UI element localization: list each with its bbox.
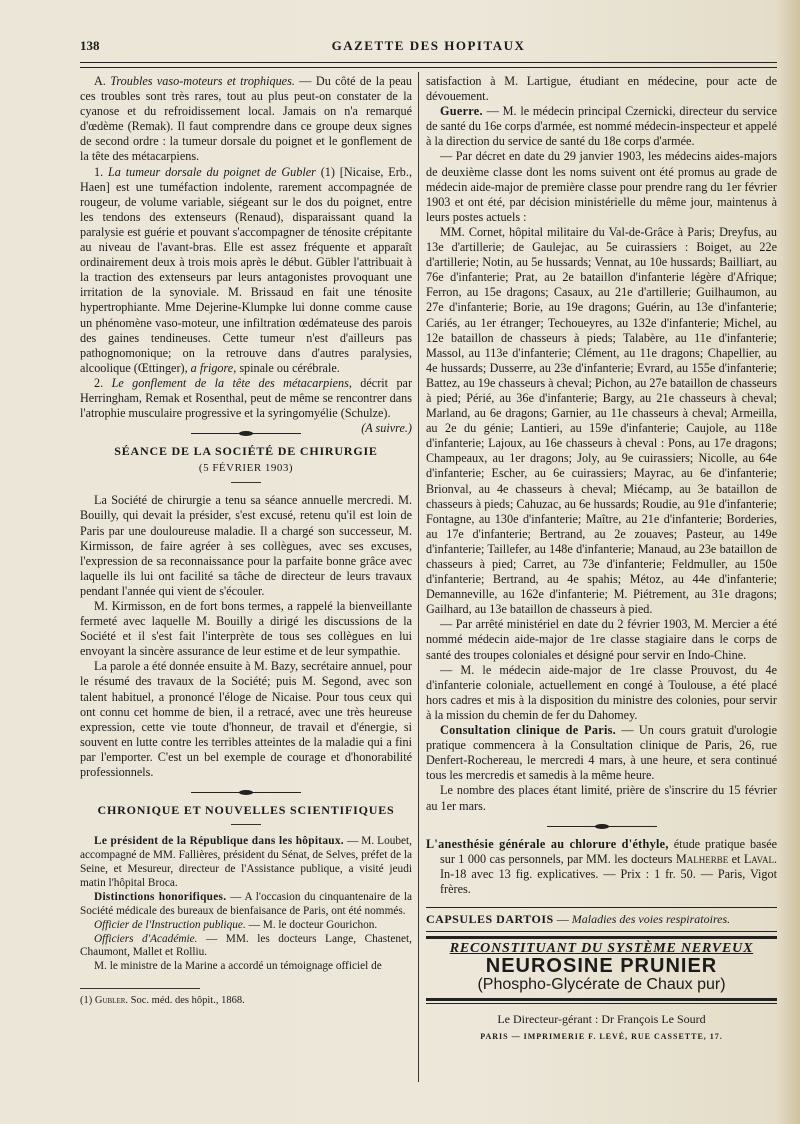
- decret-paragraph: — Par décret en date du 29 janvier 1903, les médecins aides-majors de deuxième classe dont les noms suivent ont été promus au grade de médecin aide-major de première classe pour prendre rang du 1er février 1903 et ont été, par décision ministérielle du même jour, maintenus à leurs postes actuels :: [426, 149, 777, 224]
- paragraph-tumeur: 1. La tumeur dorsale du poignet de Gubler (1) [Nicaise, Erb., Haen] est une tuméfaction indolente, rarement accompagnée de rougeur, de volume variable, siégeant sur le dos du poignet, entre les tendons des extenseurs (Renaud), disparaissant quand la paralysie est guérie et pouvant s'accompagner de ténosite crépitante au niveau de l'avant-bras. Elle est assez fréquente et apparaît ordinairement deux à trois mois après le début. Gübler l'attribuait à la traction des extenseurs par leurs antagonistes provoquant une irritation de la synoviale. M. Brissaud en fait une ténosite hypertrophiante. Mme Dejerine-Klumpke lui donne comme cause un phénomène vaso-moteur, une infiltration œdémateuse des parois des gaines tendineuses. Cette tumeur n'est d'ailleurs pas pathognomonique; on la retrouve dans d'autres paralysies, alcoolique (Œttinger), a frigore, spinale ou cérébrale.: [80, 164, 412, 375]
- president-heading: Le président de la République dans les hôpitaux.: [94, 835, 344, 848]
- right-column: [426, 74, 777, 1044]
- troubles-title: Troubles vaso-moteurs et trophiques.: [110, 74, 295, 88]
- guerre-paragraph: Guerre. — M. le médecin principal Czernicki, directeur du service de santé du 16e corps d'armée, est nommé médecin-inspecteur et appelé à la direction du service de santé du 18e corps d'armée.: [426, 104, 778, 149]
- officier-paragraph: Officier de l'Instruction publique. — M. le docteur Gourichon.: [94, 918, 378, 931]
- section-ornament: [547, 824, 657, 829]
- neurosine-brand: NEUROSINE PRUNIER: [485, 955, 718, 978]
- journal-title: GAZETTE DES HOPITAUX: [331, 38, 526, 53]
- seance-paragraph-3: La parole a été donnée ensuite à M. Bazy, secrétaire annuel, pour le résumé des travaux de la Société; puis M. Segond, avec son talent habituel, a prononcé l'éloge de Nicaise. Pour tous ceux qui ont connu cet homme de bien, il a retracé, avec une très heureuse expression, cette vie toute d'honneur, de travail et d'énergie, si souvent en lutte contre les terribles atteintes de la maladie qui a fini par l'emporter. C'est un bel exemple de courage et d'honorabilité professionnels.: [80, 659, 412, 780]
- arrete-paragraph: — Par arrêté ministériel en date du 2 février 1903, M. Mercier a été nommé médecin aide-major de 1re classe stagiaire dans le corps de santé des troupes coloniales et désigné pour servir en Indo-Chine.: [426, 617, 777, 662]
- ad-rule: [426, 1003, 777, 1004]
- distinctions-paragraph: Distinctions honorifiques. — A l'occasion du cinquantenaire de la Société médicale des bureaux de bienfaisance de Paris, ont été nommés.: [80, 890, 412, 917]
- section-ornament: [191, 431, 301, 436]
- satisfaction-paragraph: satisfaction à M. Lartigue, étudiant en médecine, pour acte de dévouement.: [426, 74, 777, 104]
- page-header: [80, 36, 777, 58]
- seance-date: (5 FÉVRIER 1903): [198, 462, 294, 475]
- paragraph-gonflement: 2. Le gonflement de la tête des métacarpiens, décrit par Herringham, Remak et Rosenthal, peut de même se rencontrer dans l'atrophie musculaire progressive et la syringomyélie (Schulze). (A suivre.): [80, 375, 413, 436]
- nombre-paragraph: Le nombre des places étant limité, prière de s'inscrire du 15 février au 1er mars.: [426, 783, 777, 813]
- paragraph-troubles: A. Troubles vaso-moteurs et trophiques. — Du côté de la peau ces troubles sont très rares, tout au plus peut-on constater de la cyanose et du refroidissement local. Jamais on n'a remarqué d'œdème (Remak). Il faut comprendre dans ce groupe deux signes de second ordre : la tumeur dorsale du poignet et le gonflement de la tête des métacarpiens.: [80, 74, 412, 164]
- page-number: 138: [80, 38, 100, 53]
- column-divider: [418, 72, 419, 1082]
- tumeur-title: La tumeur dorsale du poignet de Gubler: [108, 164, 316, 179]
- consultation-paragraph: Consultation clinique de Paris. — Un cours gratuit d'urologie pratique commencera à la Consultation clinique de Paris, 26, rue Denfert-Rochereau, le mercredi 4 mars, à une heure, et sera continué tous les mercredis et samedis à la même heure.: [426, 723, 777, 783]
- seance-heading: SÉANCE DE LA SOCIÉTÉ DE CHIRURGIE: [114, 444, 378, 459]
- ad-rule: [426, 998, 777, 1001]
- officiers-paragraph: Officiers d'Académie. — MM. les docteurs Lange, Chastenet, Chaumont, Mallet et Rolliu.: [80, 932, 412, 959]
- consultation-heading: Consultation clinique de Paris.: [440, 723, 617, 738]
- footnote-rule: [80, 988, 200, 989]
- ad-rule: [426, 936, 777, 939]
- footnote: (1) Gubler. Soc. méd. des hôpit., 1868.: [80, 995, 245, 1007]
- seance-paragraph-1: La Société de chirurgie a tenu sa séance annuelle mercredi. M. Bouilly, qui devait la présider, s'est excusé, retenu qu'il est loin de Paris par une douloureuse maladie. Il a chargé son successeur, M. Kirmisson, de faire agréer à ses collègues, avec ses excuses, l'expression de sa reconnaissance pour la parfaite bonne grâce avec laquelle ils lui ont facilité sa tâche de directeur de leurs travaux pendant l'année qui vient de s'écouler.: [80, 493, 412, 598]
- capsules-ad: CAPSULES DARTOIS — Maladies des voies respiratoires.: [426, 907, 777, 932]
- short-rule: [231, 482, 261, 483]
- left-column: [80, 74, 412, 1008]
- printer-line: PARIS — IMPRIMERIE F. LEVÉ, RUE CASSETTE, 17.: [480, 1032, 723, 1042]
- phospho-line: (Phospho-Glycérate de Chaux pur): [477, 976, 726, 994]
- president-paragraph: Le président de la République dans les hôpitaux. — M. Loubet, accompagné de MM. Fallières, président du Sénat, de Selves, préfet de la Seine, et Mesureur, directeur de l'Assistance publique, a visité jeudi matin l'hôpital Broca.: [80, 835, 413, 889]
- chronique-heading: CHRONIQUE ET NOUVELLES SCIENTIFIQUES: [97, 803, 395, 818]
- a-suivre: (A suivre.): [361, 421, 412, 436]
- distinctions-heading: Distinctions honorifiques.: [94, 890, 227, 903]
- prouvost-paragraph: — M. le médecin aide-major de 1re classe Prouvost, du 4e d'infanterie coloniale, actuellement en congé à Toulouse, a été placé hors cadres et mis à la disposition du ministre des colonies, pour servir à la mission du chemin de fer du Dahomey.: [426, 662, 777, 722]
- capsules-name: CAPSULES DARTOIS: [426, 911, 554, 926]
- header-rule: [80, 62, 777, 68]
- directeur-gerant: Le Directeur-gérant : Dr François Le Sourd: [497, 1012, 706, 1027]
- reconstituant-ad-line: RECONSTITUANT DU SYSTÈME NERVEUX: [449, 941, 754, 957]
- anesthesie-heading: L'anesthésie générale au chlorure d'éthyle,: [426, 836, 669, 851]
- gonflement-title: Le gonflement de la tête des métacarpiens: [111, 375, 349, 390]
- names-paragraph: MM. Cornet, hôpital militaire du Val-de-Grâce à Paris; Dreyfus, au 13e d'artillerie; de Gaulejac, au 5e cuirassiers : Boiget, au 22e d'artillerie; Notin, au 5e hussards; Vennat, au 10e hussards; Bailliart, au 76e d'infanterie; Prat, au 2e bataillon d'infanterie légère d'Afrique; Ferron, au 15e dragons; Casaux, au 21e d'artillerie; Guilhaumon, au 27e d'infanterie; Borie, au 19e dragons; Guérin, au 13e d'infanterie; Cariés, au 1er étranger; Techoueyres, au 132e d'infanterie; Michel, au 12e bataillon de chasseurs à pieds; Talabère, au 11e d'infanterie; Massol, au 113e d'infanterie; Clément, au 11e dragons; Chapellier, au 4e hussards; Dusserre, au 23e d'infanterie; Evrard, au 155e d'infanterie; Battez, au 19e chasseurs à cheval; Pichon, au 27e bataillon de chasseurs à pied; Périé, au 36e d'infanterie; Bargy, au 21e chasseurs à cheval; Marland, au 6e dragons; Garnier, au 11e chasseurs à cheval; Armeilla, au 2e du génie; Lantieri, au 159e d'infanterie; Caujole, au 118e d'infanterie; Lajoux, au 16e chasseurs à cheval : Pons, au 17e dragons; Champeaux, au 1er dragons; Joly, au 9e cuirassiers; Nicolle, au 64e d'infanterie; Escher, au 6e cuirassiers; Mayrac, au 6e d'infanterie; Brionval, au 4e chasseurs à cheval; Miécamp, au 3e bataillon de chasseurs à pieds; Cahuzac, au 6e hussards; Roudie, au 91e d'infanterie; Fontagne, au 130e d'infanterie; Maître, au 21e d'infanterie; Borderies, au 17e d'infanterie; Bertrand, au 2e zouaves; Pasteur, au 149e d'infanterie; Taillefer, au 148e d'infanterie; Manaud, au 23e bataillon de chasseurs à pied; Carret, au 73e d'infanterie; Feldmuller, au 150e d'infanterie; Bertrand, au 4e spahis; Métoz, au 44e d'infanterie; Demanneville, au 162e d'infanterie; M. Piétrement, au 31e dragons; Gailhard, au 13e bataillon de chasseurs à pied.: [426, 224, 777, 617]
- short-rule: [231, 824, 261, 825]
- anesthesie-paragraph: L'anesthésie générale au chlorure d'éthyle, étude pratique basée sur 1 000 cas personnels, par MM. les docteurs Malherbe et Laval. In-18 avec 13 fig. explicatives. — Prix : 1 fr. 50. — Paris, Vigot frères.: [426, 836, 778, 896]
- guerre-heading: Guerre.: [440, 104, 483, 119]
- section-ornament: [191, 790, 301, 795]
- seance-paragraph-2: M. Kirmisson, en de fort bons termes, a rappelé la bienveillante fermeté avec laquelle M. Bouilly a dirigé les discussions de la Société et il s'est fait l'interprète de tous ses collègues en lui envoyant la sincère assurance de leur estime et de leur sympathie.: [80, 599, 412, 659]
- ministre-paragraph: M. le ministre de la Marine a accordé un témoignage officiel de: [94, 960, 382, 973]
